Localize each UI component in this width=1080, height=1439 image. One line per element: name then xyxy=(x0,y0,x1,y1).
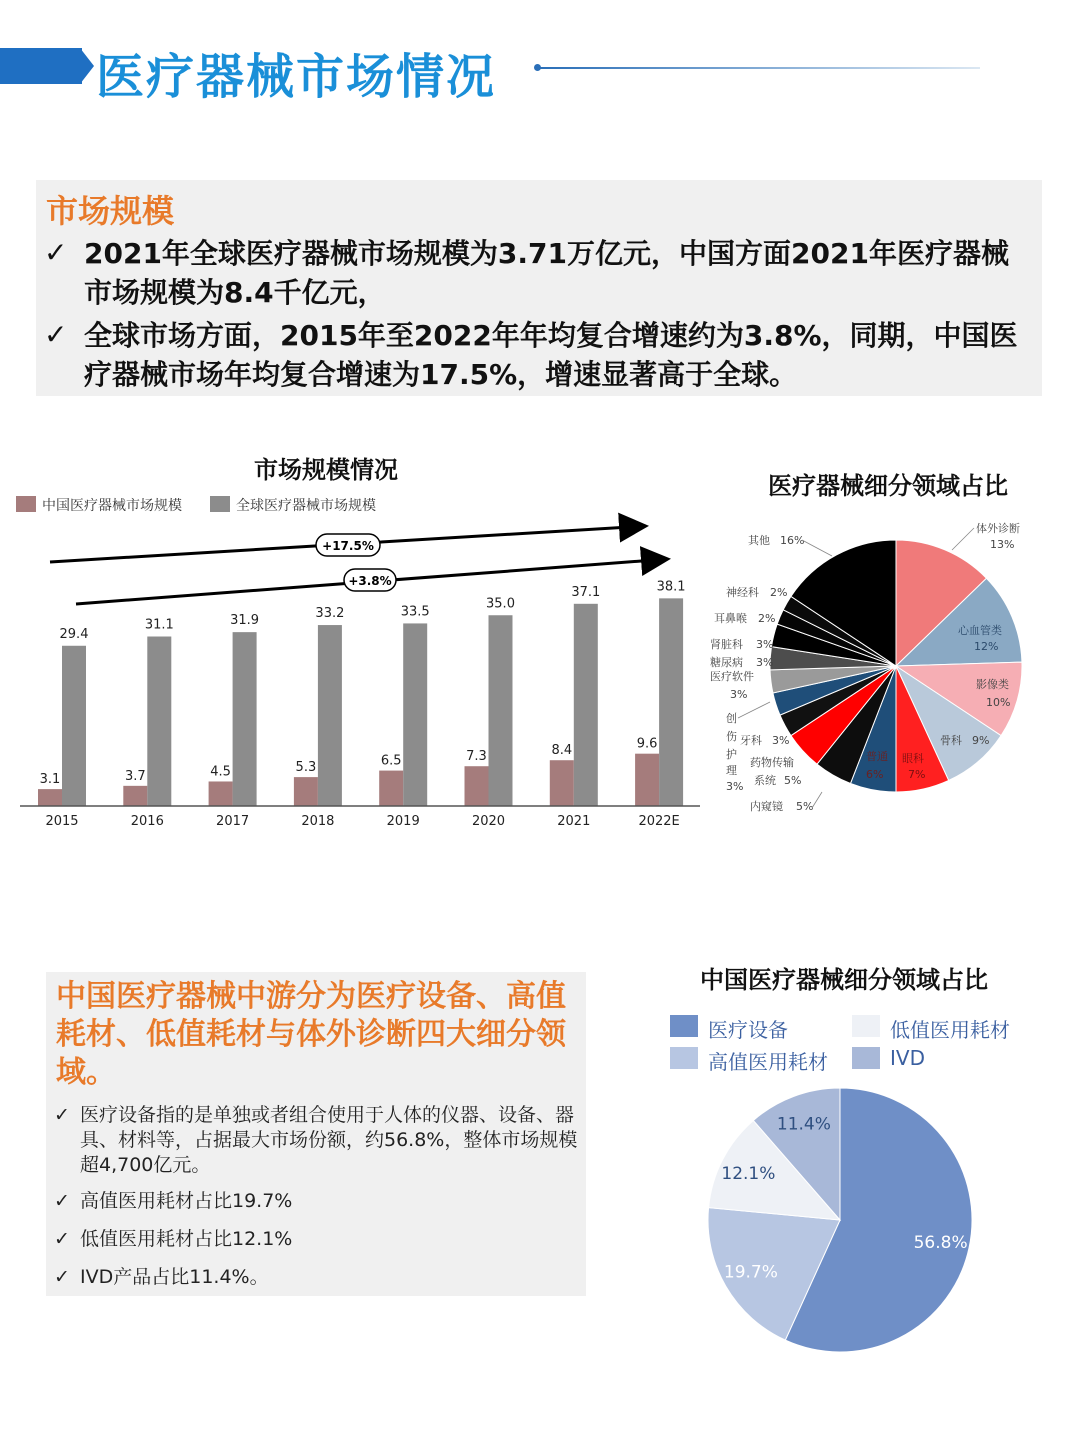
pie1-label-ivd: 体外诊断 xyxy=(976,522,1020,535)
bar-label-global-2021: 37.1 xyxy=(571,584,601,600)
china-segments-title: 中国医疗器械中游分为医疗设备、高值耗材、低值耗材与体外诊断四大细分领域。 xyxy=(56,979,566,1090)
bar-china-2017 xyxy=(209,781,233,806)
legend-swatch-ivd xyxy=(852,1047,880,1069)
pie1-label-ortho: 骨科 xyxy=(940,734,962,747)
legend-label-ivd: IVD xyxy=(890,1046,925,1070)
growth-label-global: +3.8% xyxy=(348,574,392,588)
bar-global-2020 xyxy=(489,615,513,806)
pie1-label-cardio: 心血管类 xyxy=(958,624,1002,637)
bar-china-2018 xyxy=(294,777,318,806)
bar-label-china-2021: 8.4 xyxy=(551,743,573,759)
legend-label-low-value: 低值医用耗材 xyxy=(890,1018,1010,1042)
check-icon: ✓ xyxy=(44,318,68,351)
bar-label-china-2015: 3.1 xyxy=(39,772,61,788)
bar-label-china-2018: 5.3 xyxy=(295,760,317,776)
market-size-title: 市场规模 xyxy=(46,192,175,230)
pie1-pct-ent: 2% xyxy=(758,612,776,625)
china-bullet-4: IVD产品占比11.4%。 xyxy=(80,1266,269,1288)
pie2-label-3: 11.4% xyxy=(776,1114,831,1135)
pie1-pct-imaging: 10% xyxy=(986,696,1011,709)
growth-label-china: +17.5% xyxy=(322,539,374,553)
bar-china-2019 xyxy=(379,771,403,806)
pie1-label-wound3: 护 xyxy=(726,748,737,761)
x-tick-2020: 2020 xyxy=(471,814,506,829)
pie1-label-wound2: 伤 xyxy=(726,730,737,743)
pie1-pct-ortho: 9% xyxy=(972,734,990,747)
bar-china-2016 xyxy=(123,786,147,806)
pie1-label-neuro: 神经科 xyxy=(726,586,759,599)
bar-chart xyxy=(0,510,710,840)
pie1-pct-software: 3% xyxy=(730,688,748,701)
bar-label-global-2017: 31.9 xyxy=(230,613,260,629)
pie1-label-software: 医疗软件 xyxy=(710,670,754,683)
pie1-label-wound1: 创 xyxy=(726,712,737,725)
x-tick-2022E: 2022E xyxy=(638,814,680,829)
china-pie-chart xyxy=(700,1080,990,1370)
pie1-pct-renal: 3% xyxy=(756,638,774,651)
pie1-pct-cardio: 12% xyxy=(974,640,999,653)
pie1-label-drug2: 系统 xyxy=(754,774,776,787)
x-tick-2015: 2015 xyxy=(45,814,79,829)
bar-china-2022E xyxy=(635,754,659,806)
market-bullet-2: 全球市场方面，2015年至2022年年均复合增速约为3.8%，同期，中国医疗器械市场年均复合增速为17.5%，增速显著高于全球。 xyxy=(84,319,1018,391)
pie1-label-diabetes: 糖尿病 xyxy=(710,656,743,669)
pie1-pct-drug: 5% xyxy=(784,774,802,787)
check-icon: ✓ xyxy=(54,1190,70,1212)
pie1-title: 医疗器械细分领域占比 xyxy=(768,472,1008,500)
header-bar xyxy=(0,48,82,84)
pie1-label-ent: 耳鼻喉 xyxy=(714,612,747,625)
header-divider xyxy=(540,67,980,69)
pie1-label-dental: 牙科 xyxy=(740,734,762,747)
header-arrow-icon xyxy=(80,48,94,84)
pie1-label-endo: 内窥镜 xyxy=(750,800,783,813)
bar-label-global-2018: 33.2 xyxy=(315,606,345,622)
bar-global-2019 xyxy=(403,623,427,806)
pie1-label-generic: 普通 xyxy=(866,750,888,763)
legend-swatch-high-value xyxy=(670,1047,698,1069)
check-icon: ✓ xyxy=(54,1104,70,1126)
bar-global-2022E xyxy=(659,598,683,806)
pie1-pct-other: 16% xyxy=(780,534,805,547)
legend-label-high-value: 高值医用耗材 xyxy=(708,1050,828,1074)
x-tick-2018: 2018 xyxy=(301,814,335,829)
pie1-pct-dental: 3% xyxy=(772,734,790,747)
check-icon: ✓ xyxy=(54,1266,70,1288)
pie1-pct-wound: 3% xyxy=(726,780,744,793)
pie1-pct-endo: 5% xyxy=(796,800,814,813)
pie1-label-renal: 肾脏科 xyxy=(710,638,743,651)
legend-label-china: 中国医疗器械市场规模 xyxy=(42,498,182,514)
legend-swatch-equipment xyxy=(670,1015,698,1037)
pie1-label-wound4: 理 xyxy=(726,764,737,777)
check-icon: ✓ xyxy=(44,236,68,269)
bar-global-2015 xyxy=(62,646,86,806)
legend-swatch-low-value xyxy=(852,1015,880,1037)
bar-chart-title: 市场规模情况 xyxy=(254,456,398,484)
pie2-label-2: 12.1% xyxy=(721,1163,776,1184)
bar-china-2020 xyxy=(465,766,489,806)
bar-label-global-2020: 35.0 xyxy=(486,596,515,612)
bar-global-2016 xyxy=(147,637,171,806)
x-tick-2021: 2021 xyxy=(557,814,591,829)
market-bullet-1: 2021年全球医疗器械市场规模为3.71万亿元，中国方面2021年医疗器械市场规模为8.4千亿元， xyxy=(84,237,1009,309)
pie1-pct-ivd: 13% xyxy=(990,538,1015,551)
legend-label-global: 全球医疗器械市场规模 xyxy=(236,498,376,514)
bar-label-global-2016: 31.1 xyxy=(144,617,174,633)
x-tick-2019: 2019 xyxy=(386,814,420,829)
pie1-pct-generic: 6% xyxy=(866,768,884,781)
bar-label-china-2019: 6.5 xyxy=(380,753,402,769)
check-icon: ✓ xyxy=(54,1228,70,1250)
bar-global-2018 xyxy=(318,625,342,806)
bar-label-global-2015: 29.4 xyxy=(59,626,89,642)
bar-label-global-2022E: 38.1 xyxy=(656,579,686,595)
china-bullet-1: 医疗设备指的是单独或者组合使用于人体的仪器、设备、器具、材料等，占据最大市场份额，约56.8%，整体市场规模超4,700亿元。 xyxy=(80,1104,578,1176)
pie2-label-0: 56.8% xyxy=(913,1232,968,1253)
china-bullet-2: 高值医用耗材占比19.7% xyxy=(80,1190,293,1212)
pie1-label-other: 其他 xyxy=(748,534,770,547)
bar-label-global-2019: 33.5 xyxy=(400,604,430,620)
pie1-pct-diabetes: 3% xyxy=(756,656,774,669)
pie2-title: 中国医疗器械细分领域占比 xyxy=(700,966,988,994)
pie1-label-drug: 药物传输 xyxy=(750,756,794,769)
pie2-label-1: 19.7% xyxy=(723,1262,778,1283)
bar-global-2021 xyxy=(574,604,598,806)
page-title: 医疗器械市场情况 xyxy=(96,49,497,105)
pie1-label-imaging: 影像类 xyxy=(976,678,1009,691)
bar-label-china-2016: 3.7 xyxy=(124,768,146,784)
china-bullet-3: 低值医用耗材占比12.1% xyxy=(80,1228,293,1250)
bar-label-china-2020: 7.3 xyxy=(466,749,487,765)
x-tick-2016: 2016 xyxy=(130,814,164,829)
segment-pie-chart xyxy=(700,510,1080,830)
bar-china-2015 xyxy=(38,789,62,806)
legend-label-equipment: 医疗设备 xyxy=(708,1018,788,1042)
pie1-pct-neuro: 2% xyxy=(770,586,788,599)
x-tick-2017: 2017 xyxy=(216,814,250,829)
pie1-label-ophth: 眼科 xyxy=(902,752,924,765)
pie1-pct-ophth: 7% xyxy=(908,768,926,781)
bar-china-2021 xyxy=(550,760,574,806)
bar-label-china-2017: 4.5 xyxy=(210,764,231,780)
bar-label-china-2022E: 9.6 xyxy=(636,736,658,752)
bar-global-2017 xyxy=(233,632,257,806)
